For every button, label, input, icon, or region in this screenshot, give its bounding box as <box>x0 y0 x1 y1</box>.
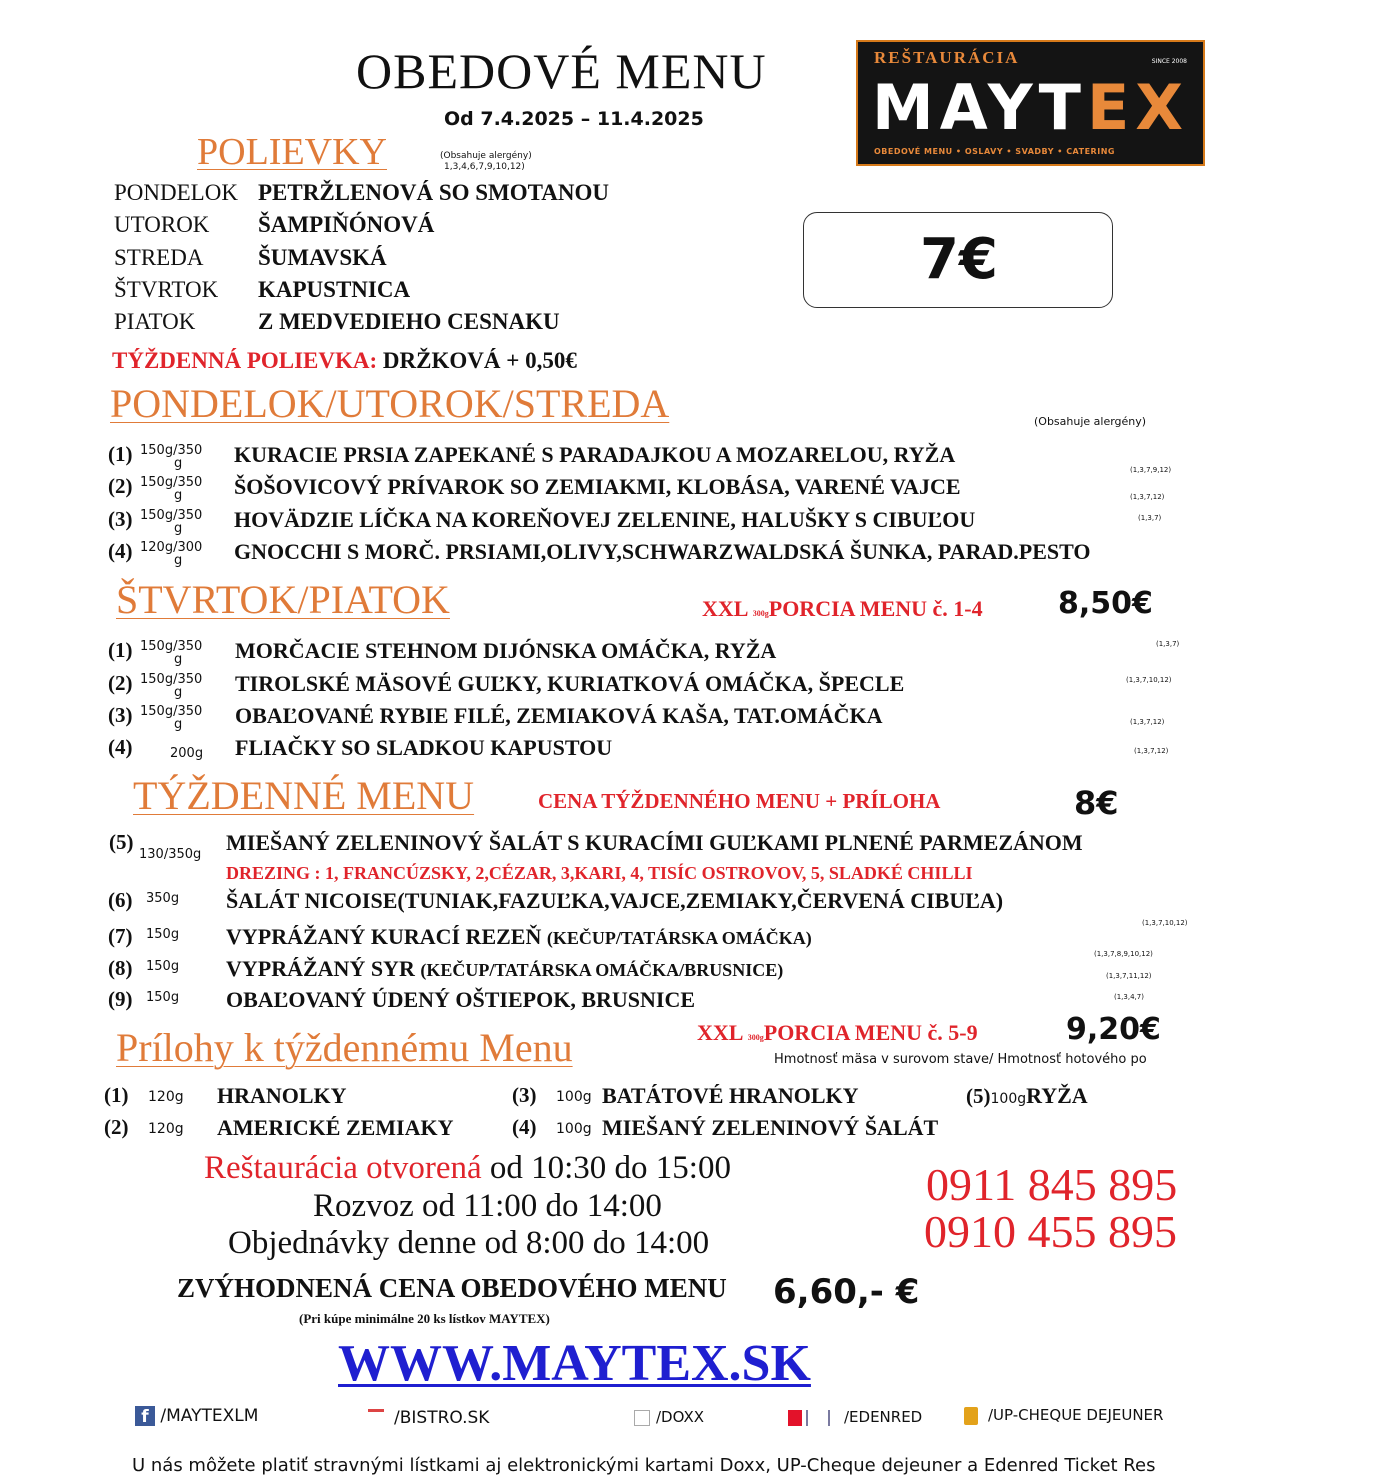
dish-number: (7) <box>108 924 133 948</box>
payment-note: U nás môžete platiť stravnými lístkami aj elektronickými kartami Doxx, UP-Cheque dejeuner a Edenred Ticket Res <box>132 1455 1156 1476</box>
dish-row <box>108 888 1208 920</box>
weekly-soup-value: DRŽKOVÁ + 0,50€ <box>382 348 577 373</box>
weekly-xxl-price: 9,20€ <box>1066 1012 1161 1047</box>
opening-hours: Reštaurácia otvorená od 10:30 do 15:00 <box>204 1150 731 1186</box>
dish-allergens: (1,3,7,12) <box>1134 747 1169 755</box>
dish-number: (3) <box>108 703 133 727</box>
dish-name: FLIAČKY SO SLADKOU KAPUSTOU <box>235 735 613 760</box>
logo-name: MAYTEX <box>872 71 1190 144</box>
soup-row <box>114 309 560 335</box>
weight-note: Hmotnosť mäsa v surovom stave/ Hmotnosť hotového po <box>774 1052 1147 1067</box>
dish-row <box>108 539 1208 571</box>
phone-2[interactable]: 0910 455 895 <box>924 1206 1177 1257</box>
base-price: 7€ <box>920 227 998 292</box>
soup-row <box>114 245 387 271</box>
dish-number: (8) <box>108 956 133 980</box>
dish-allergens: (1,3,7,11,12) <box>1106 972 1152 980</box>
dish-name: OBAĽOVANÝ ÚDENÝ OŠTIEPOK, BRUSNICE <box>226 987 696 1012</box>
footer-link-upcheque[interactable]: /UP-CHEQUE DEJEUNER <box>964 1406 1163 1425</box>
dish-weight-unit: g <box>174 553 183 568</box>
page-title: OBEDOVÉ MENU <box>356 43 767 99</box>
dish-row <box>108 671 1208 703</box>
dish-row <box>108 507 1208 539</box>
weekly-menu-price: 8€ <box>1074 784 1119 822</box>
weekly-menu-title: TÝŽDENNÉ MENU <box>133 773 475 818</box>
dish-weight-unit: g <box>174 456 183 471</box>
dish-weight: 120g/300 <box>140 540 203 555</box>
dish-number: (6) <box>108 888 133 912</box>
dish-name: MORČACIE STEHNOM DIJÓNSKA OMÁČKA, RYŽA <box>235 638 777 663</box>
dish-extra: (KEČUP/TATÁRSKA OMÁČKA) <box>546 928 812 948</box>
dish-weight: 150g/350 <box>140 639 203 654</box>
dish-number: (2) <box>108 474 133 498</box>
side-item-2: (2) 120g AMERICKÉ ZEMIAKY <box>104 1115 454 1140</box>
soup-day: PONDELOK <box>114 180 238 205</box>
dish-row <box>108 442 1208 474</box>
dish-weight: 150g <box>146 959 180 974</box>
soups-title: POLIEVKY <box>197 131 387 173</box>
weekly-xxl: XXL 300gPORCIA MENU č. 5-9 <box>697 1020 978 1045</box>
dish-weight-unit: g <box>174 488 183 503</box>
bistro-icon <box>368 1409 384 1412</box>
dressing-options: DREZING : 1, FRANCÚZSKY, 2,CÉZAR, 3,KARI, 4, TISÍC OSTROVOV, 5, SLADKÉ CHILLI <box>226 863 973 883</box>
edenred-icon <box>788 1410 802 1426</box>
website-link[interactable]: WWW.MAYTEX.SK <box>338 1335 811 1392</box>
dish-name: VYPRÁŽANÝ SYR (KEČUP/TATÁRSKA OMÁČKA/BRUSNICE) <box>226 956 784 981</box>
facebook-icon: f <box>135 1406 155 1426</box>
dish-name: HOVÄDZIE LÍČKA NA KOREŇOVEJ ZELENINE, HALUŠKY S CIBUĽOU <box>234 507 976 532</box>
soup-name: ŠUMAVSKÁ <box>258 245 387 270</box>
dish-allergens: (1,3,7,9,12) <box>1130 466 1172 474</box>
doxx-icon <box>634 1410 650 1426</box>
dish-number: (4) <box>108 735 133 759</box>
dish-name: ŠOŠOVICOVÝ PRÍVAROK SO ZEMIAKMI, KLOBÁSA, VARENÉ VAJCE <box>234 474 961 499</box>
order-hours: Objednávky denne od 8:00 do 14:00 <box>228 1225 710 1261</box>
dish-weight: 150g/350 <box>140 508 203 523</box>
upcheque-icon <box>964 1407 978 1425</box>
dish-number: (1) <box>108 638 133 662</box>
dish-allergens: (1,3,7,8,9,10,12) <box>1094 950 1153 958</box>
dish-row <box>108 924 1208 956</box>
dish-row <box>108 987 1208 1019</box>
dish-name: TIROLSKÉ MÄSOVÉ GUĽKY, KURIATKOVÁ OMÁČKA, ŠPECLE <box>235 671 905 696</box>
logo-tagline: OBEDOVÉ MENU • OSLAVY • SVADBY • CATERING <box>874 147 1115 156</box>
dish-weight: 150g <box>146 927 180 942</box>
dish-row <box>108 474 1208 506</box>
sides-title: Prílohy k týždennému Menu <box>116 1025 573 1070</box>
soup-row <box>114 277 411 303</box>
dish-row <box>108 735 1208 767</box>
dish-name: OBAĽOVANÉ RYBIE FILÉ, ZEMIAKOVÁ KAŠA, TAT.OMÁČKA <box>235 703 883 728</box>
soup-day: UTOROK <box>114 212 210 237</box>
dish-weight: 150g/350 <box>140 672 203 687</box>
thu-fri-xxl-price: 8,50€ <box>1058 586 1153 621</box>
soup-day: ŠTVRTOK <box>114 277 219 302</box>
dish-name: ŠALÁT NICOISE(TUNIAK,FAZUĽKA,VAJCE,ZEMIAKY,ČERVENÁ CIBUĽA) <box>226 888 1004 913</box>
dish-weight: 150g <box>146 990 180 1005</box>
weekly-soup <box>112 348 577 374</box>
dish-number: (1) <box>108 442 133 466</box>
dish-name: GNOCCHI S MORČ. PRSIAMI,OLIVY,SCHWARZWALDSKÁ ŠUNKA, PARAD.PESTO <box>234 539 1091 564</box>
dish-weight: 150g/350 <box>140 704 203 719</box>
dish-weight: 200g <box>170 746 204 761</box>
soup-name: ŠAMPIŇÓNOVÁ <box>258 212 435 237</box>
side-item-4: (4) 100g MIEŠANÝ ZELENINOVÝ ŠALÁT <box>512 1115 939 1140</box>
dish-allergens: (1,3,7,10,12) <box>1142 919 1188 927</box>
dish-weight: 150g/350 <box>140 475 203 490</box>
dish-weight-unit: g <box>174 717 183 732</box>
weekly-soup-label: TÝŽDENNÁ POLIEVKA: <box>112 348 378 373</box>
discount-price: 6,60,- € <box>773 1272 920 1312</box>
dish-weight-unit: g <box>174 652 183 667</box>
dish-weight-unit: g <box>174 521 183 536</box>
dish-row <box>108 638 1208 670</box>
footer-link-edenred[interactable]: /EDENRED <box>788 1408 922 1426</box>
dish-name: KURACIE PRSIA ZAPEKANÉ S PARADAJKOU A MOZARELOU, RYŽA <box>234 442 956 467</box>
logo-subtitle: REŠTAURÁCIA <box>874 48 1020 67</box>
date-range: Od 7.4.2025 – 11.4.2025 <box>444 108 704 130</box>
dish-allergens: (1,3,7,10,12) <box>1126 676 1172 684</box>
side-item-1: (1) 120g HRANOLKY <box>104 1083 347 1108</box>
dish-number: (9) <box>108 987 133 1011</box>
dish-allergens: (1,3,7,12) <box>1130 493 1165 501</box>
dish-weight: 150g/350 <box>140 443 203 458</box>
thu-fri-xxl: XXL 300gPORCIA MENU č. 1-4 <box>702 596 983 621</box>
dish-weight: 350g <box>146 891 180 906</box>
footer-link-doxx[interactable]: /DOXX <box>634 1408 704 1426</box>
soups-allergens-note: (Obsahuje alergény) 1,3,4,6,7,9,10,12) <box>440 151 532 172</box>
phone-1[interactable]: 0911 845 895 <box>926 1159 1178 1210</box>
restaurant-logo <box>856 40 1205 166</box>
thu-fri-title: ŠTVRTOK/PIATOK <box>116 577 450 622</box>
soup-day: PIATOK <box>114 309 196 334</box>
footer-link-facebook[interactable]: f /MAYTEXLM <box>135 1406 258 1426</box>
logo-since: SINCE 2008 <box>1151 58 1187 65</box>
base-price-box <box>803 212 1113 308</box>
dish-name: VYPRÁŽANÝ KURACÍ REZEŇ (KEČUP/TATÁRSKA OMÁČKA) <box>226 924 812 949</box>
weekly-menu-price-label: CENA TÝŽDENNÉHO MENU + PRÍLOHA <box>538 789 941 813</box>
soup-row <box>114 212 435 238</box>
footer-link-bistro[interactable]: /BISTRO.SK <box>368 1408 489 1428</box>
dish-allergens: (1,3,7,12) <box>1130 718 1165 726</box>
discount-label: ZVÝHODNENÁ CENA OBEDOVÉHO MENU <box>177 1273 727 1303</box>
dish-allergens: (1,3,4,7) <box>1114 993 1144 1001</box>
mon-wed-title: PONDELOK/UTOROK/STREDA <box>110 381 670 426</box>
dish-number: (3) <box>108 507 133 531</box>
dish-allergens: (1,3,7) <box>1138 514 1162 522</box>
dish-extra: (KEČUP/TATÁRSKA OMÁČKA/BRUSNICE) <box>420 960 784 980</box>
dish-number: (2) <box>108 671 133 695</box>
dish-allergens: (1,3,7) <box>1156 640 1180 648</box>
soup-name: Z MEDVEDIEHO CESNAKU <box>258 309 560 334</box>
dish-number: (4) <box>108 539 133 563</box>
mon-wed-allergens-note: (Obsahuje alergény) <box>1034 415 1147 428</box>
soup-row <box>114 180 610 206</box>
side-item-3: (3) 100g BATÁTOVÉ HRANOLKY <box>512 1083 859 1108</box>
soup-day: STREDA <box>114 245 204 270</box>
discount-note: (Pri kúpe minimálne 20 ks lístkov MAYTEX) <box>299 1311 550 1326</box>
dish-row <box>108 956 1208 988</box>
dish-weight-unit: g <box>174 685 183 700</box>
soup-name: KAPUSTNICA <box>258 277 411 302</box>
weekly-item-5: (5) 130/350g MIEŠANÝ ZELENINOVÝ ŠALÁT S KURACÍMI GUĽKAMI PLNENÉ PARMEZÁNOM <box>109 830 1083 862</box>
dish-row <box>108 703 1208 735</box>
side-item-5: (5)100gRYŽA <box>966 1083 1088 1108</box>
soup-name: PETRŽLENOVÁ SO SMOTANOU <box>258 180 610 205</box>
delivery-hours: Rozvoz od 11:00 do 14:00 <box>313 1188 662 1224</box>
